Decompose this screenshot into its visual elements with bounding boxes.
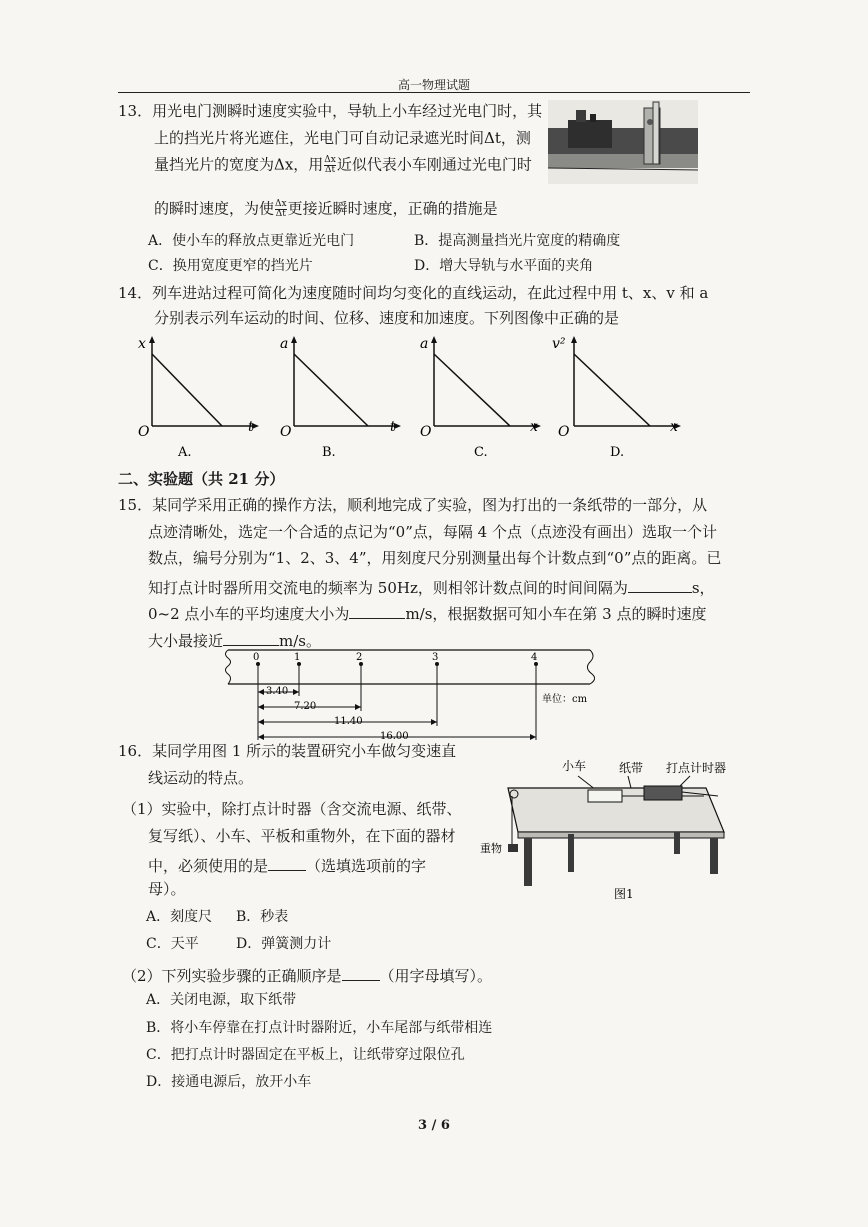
q16-part2-line <box>122 966 492 984</box>
q13-fraction-2 <box>275 200 287 219</box>
q14-line2: 分别表示列车运动的时间、位移、速度和加速度。下列图像中正确的是 <box>154 309 620 327</box>
q15-line2: 点迹清晰处，选定一个合适的点记为“0”点，每隔 4 个点（点迹没有画出）选取一个计 <box>148 523 717 541</box>
tape-point-label: 2 <box>356 652 363 663</box>
q16-part1-option-d: D．弹簧测力计 <box>236 936 332 952</box>
tape-distance-label: 11.40 <box>334 716 363 727</box>
answer-blank-step-order[interactable] <box>342 966 380 981</box>
graph-x-label: t <box>248 419 254 435</box>
frac-numerator: Δx <box>324 155 336 165</box>
tape-distance-7.20 <box>258 701 361 712</box>
figure-label-timer: 打点计时器 <box>666 761 727 775</box>
q16-part1-line3 <box>148 856 426 874</box>
q16-part1-option-c: C．天平 <box>146 936 199 952</box>
q16-line1: 16．某同学用图 1 所示的装置研究小车做匀变速直 <box>118 742 457 760</box>
graph-y-label: v² <box>552 336 566 352</box>
q16-part2-option-d: D．接通电源后，放开小车 <box>146 1074 312 1090</box>
q16-part2-line-b: （用字母填写）。 <box>379 967 493 985</box>
graph-x-label: x <box>670 419 678 435</box>
q15-line6-a: 大小最接近 <box>148 632 224 650</box>
tape-dot-0 <box>253 652 260 666</box>
tape-point-label: 3 <box>432 652 439 663</box>
graph-x-label: x <box>530 419 538 435</box>
q15-line4-a: 知打点计时器所用交流电的频率为 50Hz，则相邻计数点间的时间间隔为 <box>148 579 628 597</box>
graph-line <box>152 354 222 426</box>
q13-option-c: C．换用宽度更窄的挡光片 <box>148 258 313 274</box>
tape-unit-label: 单位：cm <box>542 694 588 705</box>
figure-label-tape: 纸带 <box>619 761 644 775</box>
q15-line4-b: s， <box>691 579 715 597</box>
q15-line1: 15．某同学采用正确的操作方法，顺利地完成了实验，图为打出的一条纸带的一部分，从 <box>118 496 708 514</box>
q15-line3: 数点，编号分别为“1、2、3、4”，用刻度尺分别测量出每个计数点到“0”点的距离。已 <box>148 549 722 567</box>
q13-option-d: D．增大导轨与水平面的夹角 <box>414 258 594 274</box>
q13-line3-a: 量挡光片的宽度为Δx，用 <box>154 155 324 174</box>
q14-line1: 14．列车进站过程可简化为速度随时间均匀变化的直线运动，在此过程中用 t、x、v 和 a <box>118 284 709 302</box>
q16-part1-line3-b: （选填选项前的字 <box>306 857 427 875</box>
q14-graph-b <box>272 330 412 460</box>
page-number: 3 / 6 <box>418 1118 450 1133</box>
graph-line <box>434 354 510 426</box>
q16-part2-option-c: C．把打点计时器固定在平板上，让纸带穿过限位孔 <box>146 1047 465 1063</box>
answer-blank-equipment[interactable] <box>268 856 306 871</box>
figure-caption: 图1 <box>614 887 634 901</box>
q13-line4 <box>154 200 498 219</box>
frac-numerator: Δx <box>275 199 287 209</box>
q15-paper-tape-figure <box>220 644 610 744</box>
figure-label-car: 小车 <box>562 759 587 773</box>
graph-line <box>294 354 368 426</box>
tape-distance-label: 3.40 <box>266 686 289 697</box>
q16-figure-1-apparatus <box>478 752 738 902</box>
graph-y-label: x <box>138 336 146 352</box>
tape-dot-1 <box>294 652 301 666</box>
q13-option-b: B．提高测量挡光片宽度的精确度 <box>414 233 621 249</box>
q13-line4-b: 更接近瞬时速度，正确的措施是 <box>287 199 498 218</box>
q13-option-a: A．使小车的释放点更靠近光电门 <box>148 233 355 249</box>
graph-option-label: C. <box>474 445 488 460</box>
q16-part2-option-b: B．将小车停靠在打点计时器附近，小车尾部与纸带相连 <box>146 1020 493 1036</box>
q14-graph-d <box>552 330 692 460</box>
q16-part1-line3-a: 中，必须使用的是 <box>148 857 269 875</box>
q15-line5 <box>148 604 707 622</box>
q13-line3 <box>154 156 532 175</box>
q16-part1-option-a: A．刻度尺 <box>146 909 213 925</box>
tape-dot-4 <box>531 652 538 666</box>
answer-blank-interval[interactable] <box>628 578 692 593</box>
q15-line5-b: m/s，根据数据可知小车在第 3 点的瞬时速度 <box>405 605 707 623</box>
tape-dot-3 <box>432 652 439 666</box>
graph-option-label: B. <box>322 445 336 460</box>
tape-distance-label: 16.00 <box>380 731 409 742</box>
graph-option-label: A. <box>178 445 192 460</box>
q16-part1-line2: 复写纸）、小车、平板和重物外，在下面的器材 <box>148 827 456 845</box>
tape-distance-11.40 <box>258 716 437 727</box>
graph-origin: O <box>280 424 292 440</box>
graph-option-label: D. <box>610 445 625 460</box>
frac-denominator: Δt <box>275 209 286 219</box>
tape-point-label: 1 <box>294 652 301 663</box>
q15-line4 <box>148 578 715 596</box>
q16-part2-line-a: （2）下列实验步骤的正确顺序是 <box>122 967 342 985</box>
q16-line2: 线运动的特点。 <box>148 769 254 787</box>
q13-line1: 13．用光电门测瞬时速度实验中，导轨上小车经过光电门时，其 <box>118 102 543 120</box>
frac-denominator: Δt <box>325 165 336 175</box>
graph-line <box>574 354 650 426</box>
q13-line2: 上的挡光片将光遮住，光电门可自动记录遮光时间Δt，测 <box>154 129 531 147</box>
q14-graph-a <box>130 330 270 460</box>
q16-part1-line1: （1）实验中，除打点计时器（含交流电源、纸带、 <box>122 800 462 818</box>
tape-point-label: 4 <box>531 652 538 663</box>
q15-line6-b: m/s。 <box>279 632 321 650</box>
q16-part1-line4: 母）。 <box>148 880 186 898</box>
q15-line5-a: 0~2 点小车的平均速度大小为 <box>148 605 350 623</box>
graph-y-label: a <box>280 336 289 352</box>
header-rule <box>118 92 750 93</box>
q13-line4-a: 的瞬时速度，为使 <box>154 199 275 218</box>
tape-point-label: 0 <box>253 652 260 663</box>
graph-x-label: t <box>390 419 396 435</box>
graph-y-label: a <box>420 336 429 352</box>
tape-distance-label: 7.20 <box>294 701 317 712</box>
tape-distance-16.00 <box>258 731 536 742</box>
tape-distance-3.40 <box>258 686 299 697</box>
q13-fraction <box>324 156 336 175</box>
q13-line3-b: 近似代表小车刚通过光电门时 <box>336 155 532 174</box>
graph-origin: O <box>558 424 570 440</box>
q16-part1-option-b: B．秒表 <box>236 909 289 925</box>
q13-photo-gate-figure <box>548 100 698 184</box>
tape-dot-2 <box>356 652 363 666</box>
section-2-title: 二、实验题（共 21 分） <box>118 470 285 488</box>
page-header-title: 高一物理试题 <box>397 78 470 92</box>
q14-graph-c <box>412 330 552 460</box>
q16-part2-option-a: A．关闭电源，取下纸带 <box>146 992 297 1008</box>
answer-blank-average-speed[interactable] <box>349 604 405 619</box>
graph-origin: O <box>420 424 432 440</box>
figure-label-weight: 重物 <box>480 842 502 855</box>
graph-origin: O <box>138 424 150 440</box>
